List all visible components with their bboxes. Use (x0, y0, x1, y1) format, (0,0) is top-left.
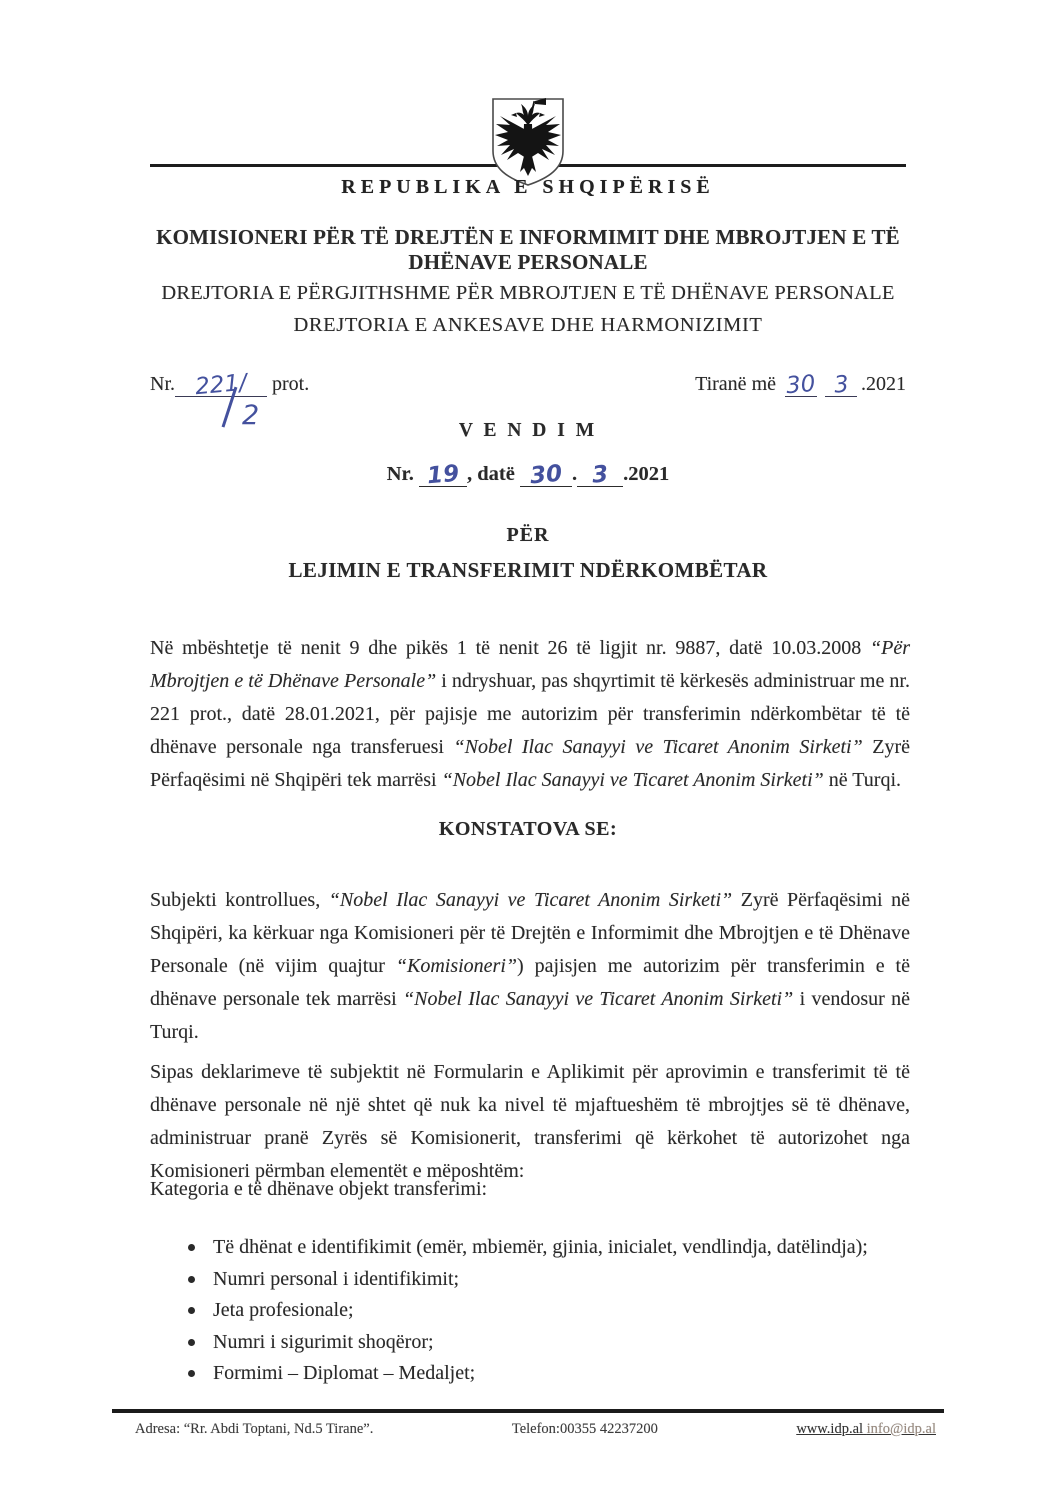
law-title-italic: “Për Mbrojtjen e të Dhënave Personale” (150, 637, 910, 692)
org-name: KOMISIONERI PËR TË DREJTËN E INFORMIMIT DHE MBROJTJEN E TË DHËNAVE PERSONALE (156, 225, 900, 275)
protocol-nr-sub-handwritten: 2 (242, 400, 260, 431)
decision-nr-label: Nr. (386, 463, 414, 485)
protocol-nr-handwritten: 221/ (194, 369, 248, 401)
decision-dot: . (571, 463, 578, 485)
decision-month-handwritten: 3 (591, 461, 610, 489)
protocol-prot-label: prot. (272, 373, 310, 395)
list-item (188, 1295, 928, 1327)
decision-nr-handwritten: 19 (426, 460, 461, 490)
company-name-italic: “Nobel Ilac Sanayyi ve Ticaret Anonim Sirketi” (453, 736, 863, 758)
republic-title: REPUBLIKA E SHQIPËRISË (341, 176, 715, 198)
decision-year: .2021 (623, 463, 670, 485)
decision-subject-heading: LEJIMIN E TRANSFERIMIT NDËRKOMBËTAR (288, 558, 768, 582)
list-item (188, 1264, 928, 1296)
commissioner-italic: “Komisioneri” (395, 955, 518, 977)
text-segment: i ndryshuar, pas shqyrtimit të kërkesës administruar me nr. 221 prot., datë 28.01.2021, për pajisje me autorizim për transferimin ndërkombëtar të të dhënave personale nga transferuesi (150, 670, 910, 758)
per-heading: PËR (506, 524, 550, 546)
list-item (188, 1358, 928, 1390)
footer-phone: Telefon:00355 42237200 (511, 1421, 658, 1437)
bullet-icon (188, 1276, 195, 1283)
text-segment: Zyrë Përfaqësimi në Shqipëri tek marrësi (150, 736, 910, 791)
org-directorate-complaints: DREJTORIA E ANKESAVE DHE HARMONIZIMIT (293, 314, 763, 337)
footer-address: Adresa: “Rr. Abdi Toptani, Nd.5 Tirane”. (135, 1421, 374, 1437)
list-item-text: Numri i sigurimit shoqëror; (213, 1330, 434, 1353)
footer-divider (112, 1409, 944, 1413)
list-item-text: Formimi – Diplomat – Medaljet; (213, 1362, 476, 1384)
text-segment: Zyrë Përfaqësimi në Shqipëri, ka kërkuar nga Komisioneri për të Drejtën e Informimit dhe Mbrojtjen e të Dhënave Personale (në vijim quajtur (150, 889, 910, 977)
text-segment: në Turqi. (823, 769, 902, 791)
decision-day-handwritten: 30 (529, 460, 564, 490)
bullet-icon (188, 1244, 195, 1251)
footer-links[interactable] (796, 1421, 936, 1438)
footer-email-link[interactable]: info@idp.al (866, 1421, 936, 1437)
protocol-nr-label: Nr. (150, 373, 175, 395)
date-year: .2021 (861, 373, 906, 395)
list-item-text: Jeta profesionale; (213, 1299, 354, 1321)
bullet-icon (188, 1339, 195, 1346)
date-month-handwritten: 3 (832, 371, 850, 399)
org-directorate-general: DREJTORIA E PËRGJITHSHME PËR MBROJTJEN E TË DHËNAVE PERSONALE (161, 282, 895, 305)
data-categories-list (188, 1232, 928, 1390)
paragraph-legal-basis (150, 632, 910, 797)
text-segment: Subjekti kontrollues, (150, 889, 329, 911)
date-day-handwritten: 30 (785, 370, 817, 400)
list-item-text: Numri personal i identifikimit; (213, 1267, 460, 1290)
company-name-italic: “Nobel Ilac Sanayyi ve Ticaret Anonim Sirketi” (328, 889, 733, 911)
category-heading: Kategoria e të dhënave objekt transferimi: (150, 1178, 488, 1200)
decision-day-underline (520, 460, 572, 490)
footer-website-link[interactable]: www.idp.al (796, 1421, 864, 1437)
text-segment: i vendosur në Turqi. (150, 988, 911, 1043)
list-item-text: Të dhënat e identifikimit (emër, mbiemër, gjinia, inicialet, vendlindja, datëlindja); (213, 1236, 868, 1258)
date-day-underline (785, 370, 817, 400)
protocol-number-block (150, 369, 310, 431)
decision-title: V E N D I M (458, 420, 598, 441)
company-name-italic: “Nobel Ilac Sanayyi ve Ticaret Anonim Sirketi” (403, 988, 794, 1010)
text-segment: ) pajisjen me autorizim për transferimin e të dhënave personale tek marrësi (150, 955, 910, 1010)
konstatova-heading: KONSTATOVA SE: (438, 818, 618, 840)
decision-number-line (0, 460, 1056, 490)
paragraph-controller-request (150, 884, 910, 1049)
company-name-italic: “Nobel Ilac Sanayyi ve Ticaret Anonim Sirketi” (441, 769, 824, 791)
text-segment: Në mbështetje të nenit 9 dhe pikës 1 të nenit 26 të ligjit nr. 9887, datë 10.03.2008 (150, 637, 870, 659)
date-month-underline (825, 372, 857, 397)
decision-month-underline (577, 462, 623, 487)
bullet-icon (188, 1307, 195, 1314)
place-date-block (695, 370, 906, 400)
list-item (188, 1232, 928, 1264)
list-item (188, 1327, 928, 1359)
decision-date-label: , datë (467, 463, 515, 485)
protocol-nr-underline (175, 369, 267, 401)
bullet-icon (188, 1370, 195, 1377)
paragraph-declaration: Sipas deklarimeve të subjektit në Formularin e Aplikimit për aprovimin e transferimit të të dhënave personale në një shtet që nuk ka nivel të mjaftueshëm të mbrojtjes së të dhënave, administruar pranë Zyrës së Komisionerit, transferimi që kërkohet të autorizohet nga Komisioneri përmban elementët e mëposhtëm: (150, 1061, 910, 1182)
decision-nr-underline (419, 460, 467, 490)
place-date-label: Tiranë më (695, 373, 776, 395)
